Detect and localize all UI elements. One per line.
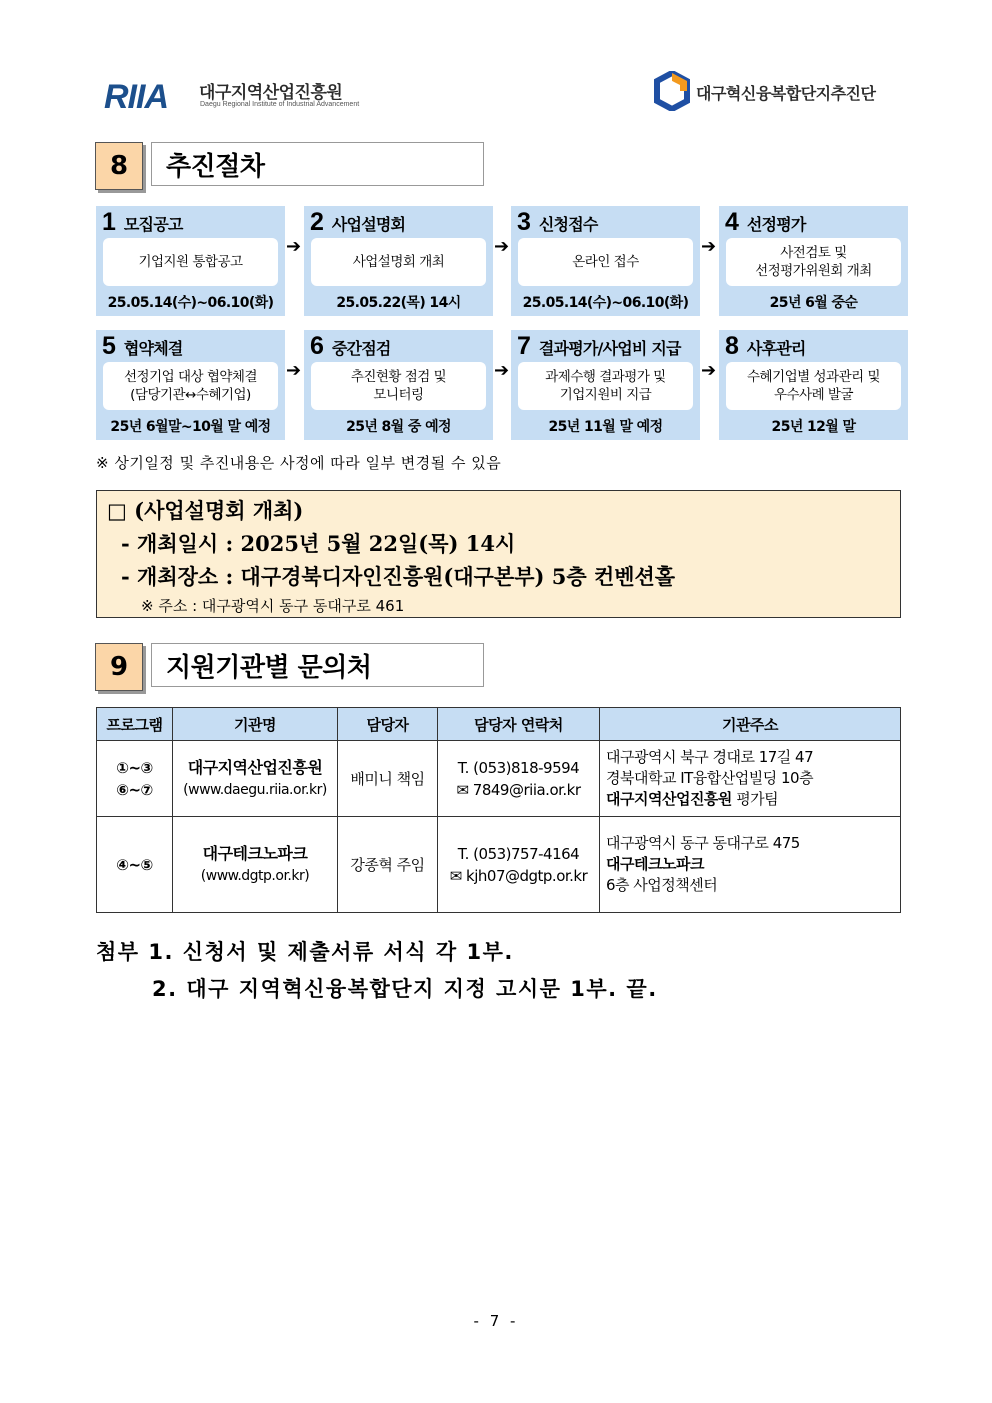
manager-cell: 강종혁 주임 bbox=[338, 817, 438, 913]
step-description: 온라인 접수 bbox=[518, 238, 693, 286]
riia-org-name: 대구지역산업진흥원 bbox=[199, 83, 343, 103]
org-cell bbox=[173, 741, 338, 817]
email-address[interactable]: ✉ 7849@riia.or.kr bbox=[456, 780, 581, 799]
process-step-7 bbox=[511, 330, 700, 440]
briefing-address-note: ※ 주소 : 대구광역시 동구 동대구로 461 bbox=[141, 597, 405, 615]
address-org-name: 대구테크노파크 bbox=[606, 855, 704, 873]
step-name: 사후관리 bbox=[746, 339, 806, 358]
step-name: 중간점검 bbox=[331, 339, 391, 358]
address-line: 6층 사업정책센터 bbox=[606, 876, 718, 894]
process-step-1 bbox=[96, 206, 285, 316]
step-date: 25년 12월 말 bbox=[771, 419, 856, 435]
email-address[interactable]: ✉ kjh07@dgtp.or.kr bbox=[449, 866, 588, 885]
table-header-row bbox=[97, 708, 901, 741]
column-header-manager: 담당자 bbox=[338, 708, 438, 741]
step-name: 결과평가/사업비 지급 bbox=[538, 339, 681, 358]
step-date: 25.05.22(목) 14시 bbox=[336, 295, 461, 311]
innovation-cluster-org-name: 대구혁신융복합단지추진단 bbox=[696, 84, 876, 103]
step-arrow-icon: ➔ bbox=[701, 236, 717, 257]
section-9-title: 지원기관별 문의처 bbox=[151, 643, 484, 687]
step-description: 기업지원 통합공고 bbox=[103, 238, 278, 286]
program-cell bbox=[97, 817, 173, 913]
innovation-cluster-logo-icon bbox=[654, 71, 690, 111]
address-cell bbox=[600, 817, 901, 913]
attachment-line-2: 2. 대구 지역혁신융복합단지 지정 고시문 1부. 끝. bbox=[152, 977, 658, 1001]
briefing-venue: - 개최장소 : 대구경북디자인진흥원(대구본부) 5층 컨벤션홀 bbox=[121, 564, 676, 589]
address-team: 평가팀 bbox=[731, 790, 779, 808]
step-description: 과제수행 결과평가 및 기업지원비 지급 bbox=[518, 362, 693, 410]
riia-org-subtitle: Daegu Regional Institute of Industrial Advancement bbox=[200, 101, 360, 108]
step-description: 사업설명회 개최 bbox=[311, 238, 486, 286]
column-header-address: 기관주소 bbox=[600, 708, 901, 741]
step-arrow-icon: ➔ bbox=[286, 236, 302, 257]
column-header-contact: 담당자 연락처 bbox=[438, 708, 600, 741]
step-number: 4 bbox=[725, 208, 739, 236]
step-date: 25년 6월 중순 bbox=[769, 295, 858, 311]
attachment-line-1: 첨부 1. 신청서 및 제출서류 서식 각 1부. bbox=[96, 940, 514, 964]
step-description: 추진현황 점검 및 모니터링 bbox=[311, 362, 486, 410]
step-arrow-icon: ➔ bbox=[701, 360, 717, 381]
address-line: 경북대학교 IT융합산업빌딩 10층 bbox=[606, 769, 814, 787]
org-name: 대구테크노파크 bbox=[202, 843, 308, 863]
process-step-2 bbox=[304, 206, 493, 316]
briefing-info-box bbox=[96, 490, 901, 618]
process-step-4 bbox=[719, 206, 908, 316]
table-row bbox=[97, 741, 901, 817]
step-description: 수혜기업별 성과관리 및 우수사례 발굴 bbox=[726, 362, 901, 410]
section-9-number: 9 bbox=[95, 643, 143, 691]
column-header-org: 기관명 bbox=[173, 708, 338, 741]
step-number: 5 bbox=[102, 332, 116, 360]
step-name: 선정평가 bbox=[746, 215, 806, 234]
process-step-6 bbox=[304, 330, 493, 440]
section-8-number: 8 bbox=[95, 142, 143, 190]
step-name: 협약체결 bbox=[123, 339, 183, 358]
step-number: 8 bbox=[725, 332, 739, 360]
step-name: 모집공고 bbox=[123, 215, 183, 234]
step-number: 6 bbox=[310, 332, 324, 360]
briefing-datetime: - 개최일시 : 2025년 5월 22일(목) 14시 bbox=[121, 531, 516, 556]
step-number: 7 bbox=[517, 332, 531, 360]
process-step-3 bbox=[511, 206, 700, 316]
step-number: 2 bbox=[310, 208, 324, 236]
step-arrow-icon: ➔ bbox=[494, 236, 510, 257]
address-line: 대구광역시 북구 경대로 17길 47 bbox=[606, 748, 814, 766]
contacts-table bbox=[96, 707, 901, 913]
org-name: 대구지역산업진흥원 bbox=[187, 757, 323, 777]
step-date: 25년 8월 중 예정 bbox=[346, 419, 451, 435]
step-description: 선정기업 대상 협약체결 (담당기관↔수혜기업) bbox=[103, 362, 278, 410]
table-row bbox=[97, 817, 901, 913]
program-range: ④~⑤ bbox=[116, 855, 153, 874]
org-cell bbox=[173, 817, 338, 913]
step-date: 25년 6월말~10월 말 예정 bbox=[110, 419, 271, 435]
column-header-program: 프로그램 bbox=[97, 708, 173, 741]
briefing-title: □ (사업설명회 개최) bbox=[107, 498, 304, 523]
org-url[interactable]: (www.dgtp.or.kr) bbox=[200, 867, 310, 884]
org-url[interactable]: (www.daegu.riia.or.kr) bbox=[183, 781, 327, 798]
page-number: - 7 - bbox=[473, 1312, 519, 1330]
process-step-8 bbox=[719, 330, 908, 440]
schedule-note: ※ 상기일정 및 추진내용은 사정에 따라 일부 변경될 수 있음 bbox=[96, 454, 502, 472]
program-range: ⑥~⑦ bbox=[116, 780, 153, 799]
section-8-title: 추진절차 bbox=[151, 142, 484, 186]
step-description: 사전검토 및 선정평가위원회 개최 bbox=[726, 238, 901, 286]
process-step-5 bbox=[96, 330, 285, 440]
contact-cell bbox=[438, 817, 600, 913]
step-number: 3 bbox=[517, 208, 531, 236]
step-name: 사업설명회 bbox=[331, 215, 406, 234]
phone-number: T. (053)757-4164 bbox=[457, 844, 580, 863]
step-date: 25.05.14(수)~06.10(화) bbox=[522, 295, 689, 311]
riia-logo-mark: RIIA bbox=[104, 78, 168, 116]
contact-cell bbox=[438, 741, 600, 817]
address-org-name: 대구지역산업진흥원 bbox=[606, 790, 732, 808]
step-date: 25.05.14(수)~06.10(화) bbox=[107, 295, 274, 311]
phone-number: T. (053)818-9594 bbox=[457, 758, 580, 777]
manager-cell: 배미니 책임 bbox=[338, 741, 438, 817]
step-arrow-icon: ➔ bbox=[494, 360, 510, 381]
program-range: ①~③ bbox=[116, 758, 153, 777]
address-cell bbox=[600, 741, 901, 817]
step-date: 25년 11월 말 예정 bbox=[548, 419, 663, 435]
step-number: 1 bbox=[102, 208, 116, 236]
program-cell bbox=[97, 741, 173, 817]
step-name: 신청접수 bbox=[538, 215, 598, 234]
step-arrow-icon: ➔ bbox=[286, 360, 302, 381]
address-line: 대구광역시 동구 동대구로 475 bbox=[606, 834, 800, 852]
